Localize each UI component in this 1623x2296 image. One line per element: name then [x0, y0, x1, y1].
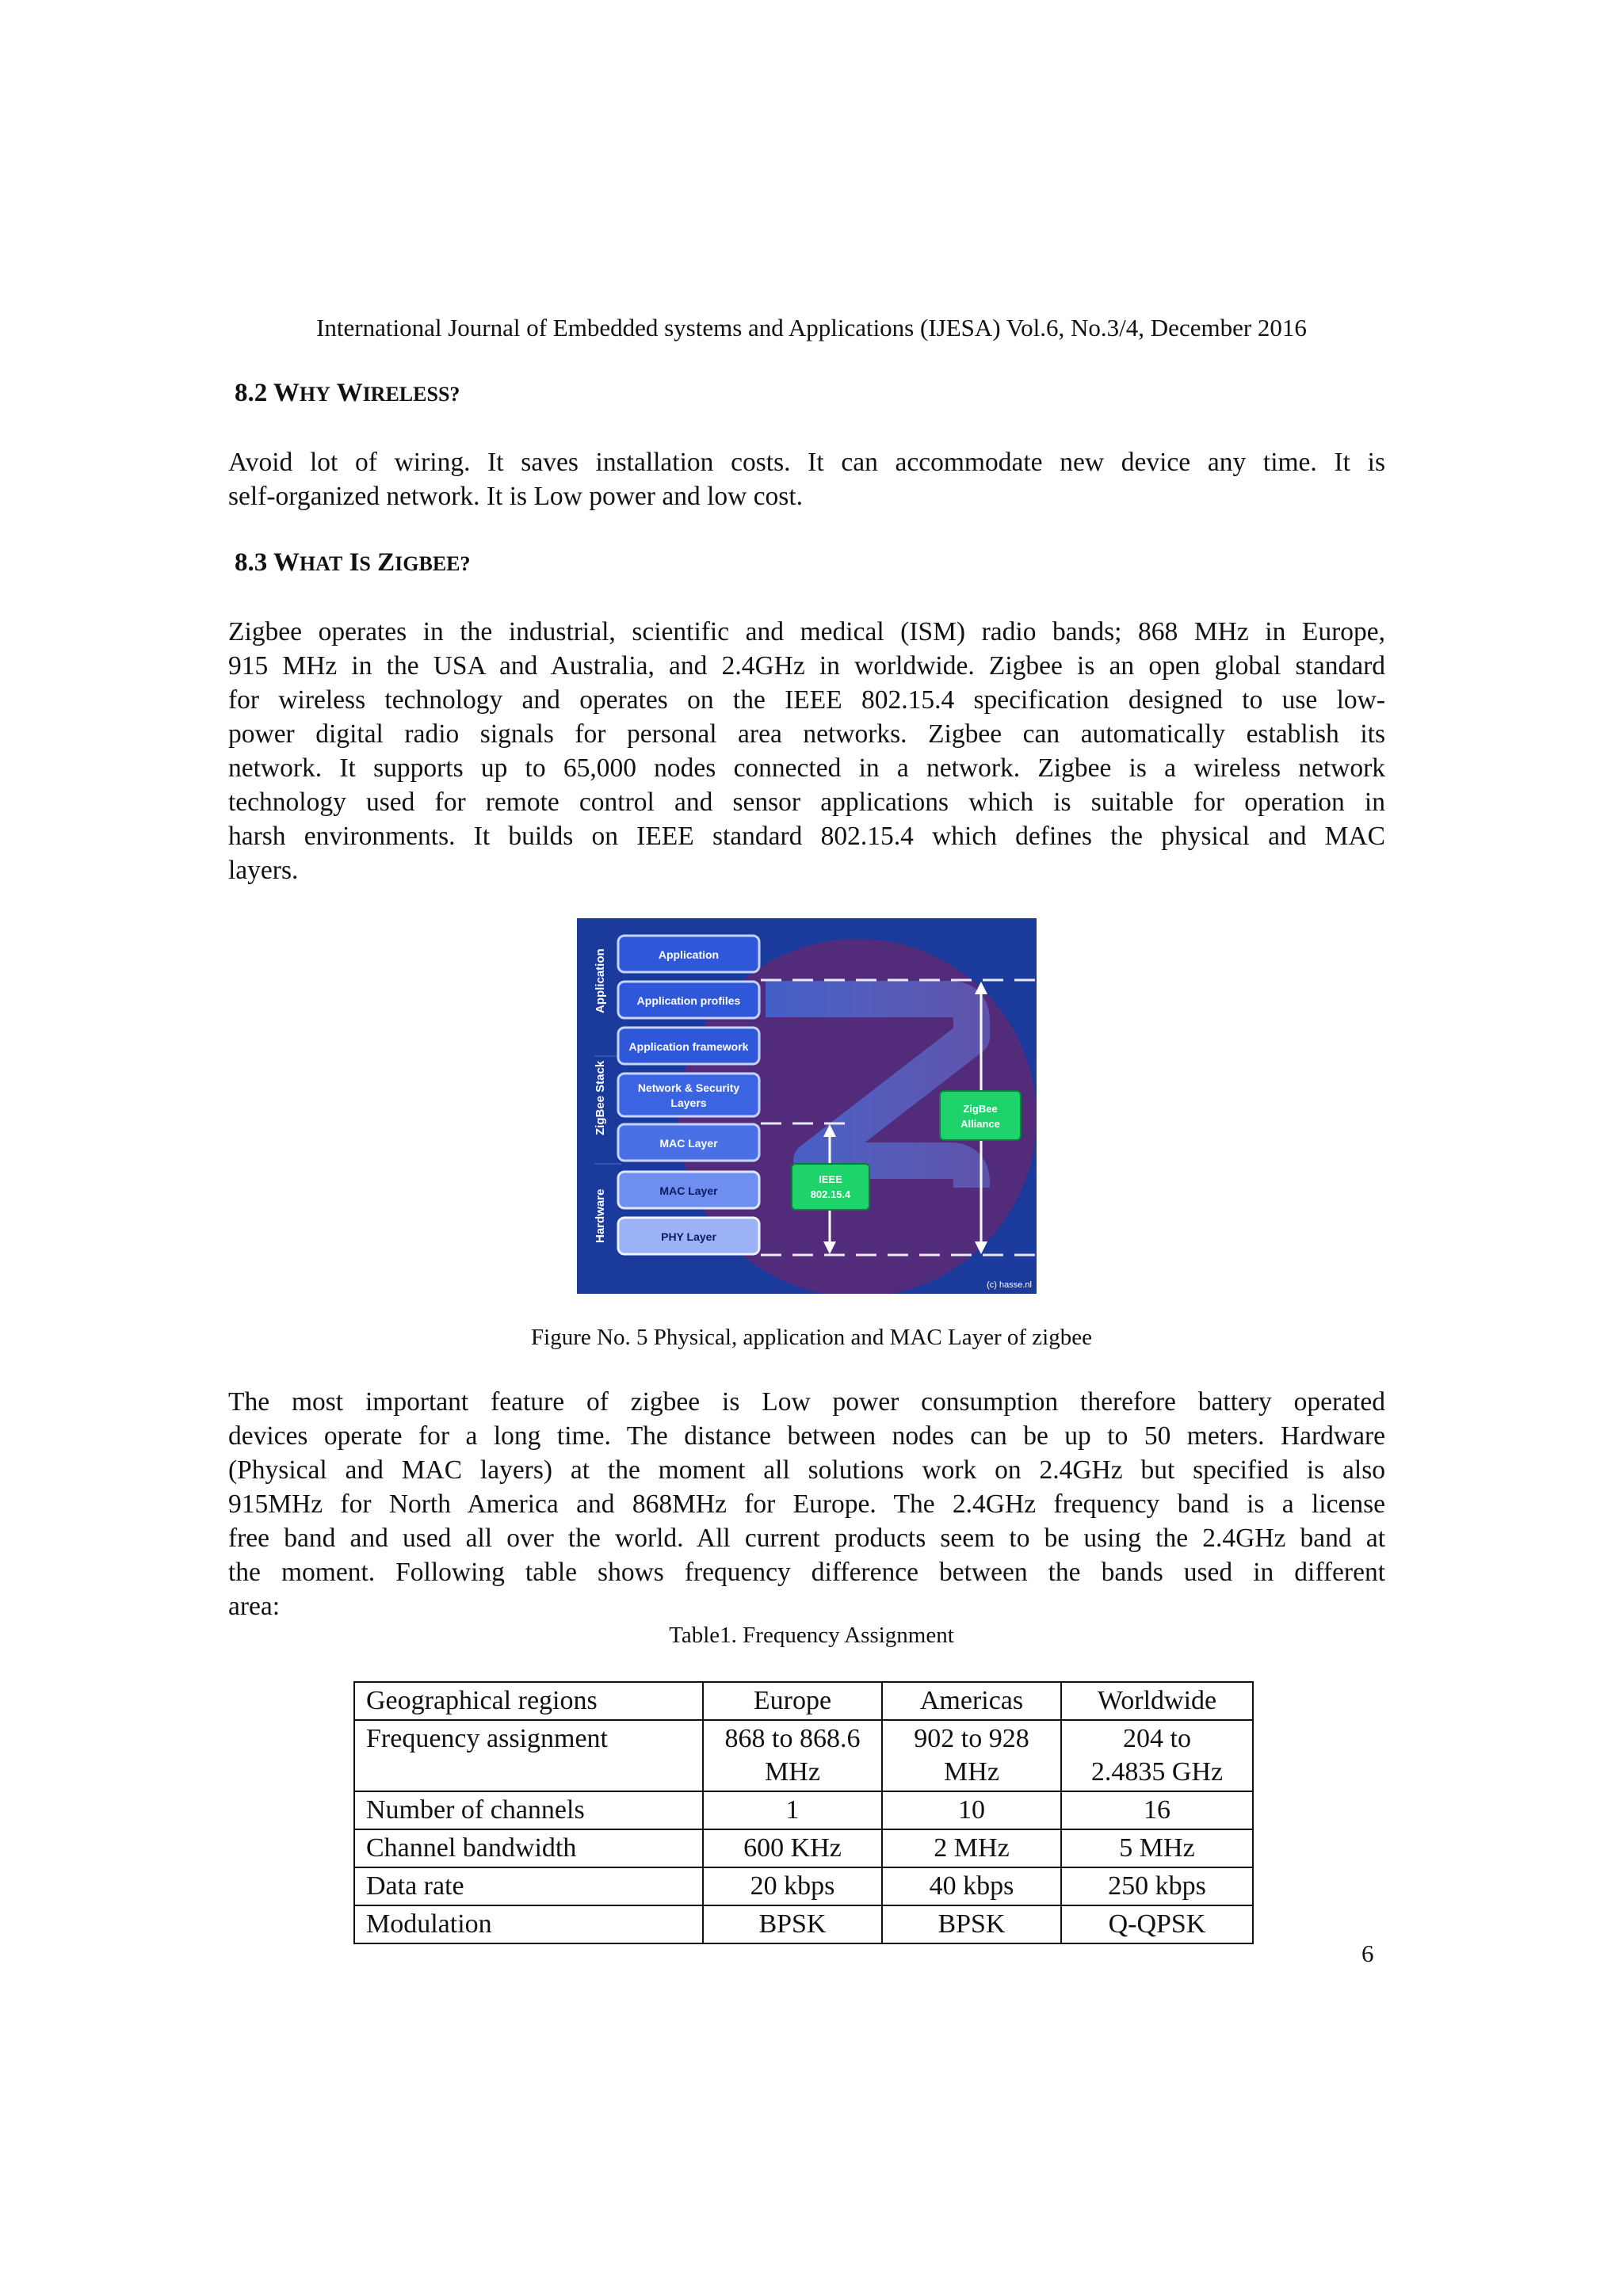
svg-text:Layers: Layers — [670, 1097, 707, 1109]
text-line: Zigbee operates in the industrial, scientific and medical (ISM) radio bands; 868 MHz in Europe, — [228, 617, 1385, 646]
text-line: the moment. Following table shows frequency difference between the bands used in different — [228, 1558, 1385, 1587]
section-title: WHY WIRELESS? — [273, 379, 460, 407]
text-line: area: — [228, 1592, 281, 1621]
svg-text:IEEE: IEEE — [819, 1173, 842, 1185]
paragraph-feature — [228, 1385, 1385, 1623]
stack-box-mac-layer-hw — [618, 1172, 759, 1208]
journal-header: International Journal of Embedded systems and Applications (IJESA) Vol.6, No.3/4, December 2016 — [316, 314, 1307, 341]
figure-credit: (c) hasse.nl — [987, 1280, 1032, 1290]
table-cell: 2 MHz — [882, 1829, 1061, 1867]
zigbee-stack-diagram — [577, 918, 1037, 1294]
svg-text:Network & Security: Network & Security — [637, 1081, 740, 1094]
table-cell: Q-QPSK — [1061, 1905, 1253, 1943]
svg-text:PHY Layer: PHY Layer — [661, 1230, 716, 1243]
table-cell: BPSK — [882, 1905, 1061, 1943]
table-cell: Modulation — [354, 1905, 703, 1943]
svg-text:ZigBee: ZigBee — [963, 1103, 998, 1115]
table-header-cell: Americas — [882, 1682, 1061, 1720]
table-cell: Data rate — [354, 1867, 703, 1905]
stack-box-network-security — [618, 1074, 759, 1116]
stack-box-application-profiles — [618, 982, 759, 1018]
section-title: WHAT IS ZIGBEE? — [273, 548, 471, 577]
text-line: free band and used all over the world. All current products seem to be using the 2.4GHz band at — [228, 1524, 1385, 1553]
table-cell: 20 kbps — [703, 1867, 882, 1905]
svg-text:802.15.4: 802.15.4 — [810, 1188, 851, 1200]
section-number: 8.3 — [235, 548, 273, 577]
svg-text:Application: Application — [658, 948, 720, 961]
svg-text:Application profiles: Application profiles — [636, 994, 741, 1007]
table-cell: Frequency assignment — [354, 1720, 703, 1791]
text-line: harsh environments. It builds on IEEE standard 802.15.4 which defines the physical and MAC — [228, 822, 1385, 851]
table-row — [354, 1905, 1253, 1943]
zigbee-stack-figure — [577, 918, 1037, 1294]
figure-caption: Figure No. 5 Physical, application and MAC Layer of zigbee — [531, 1325, 1092, 1350]
table-cell: 250 kbps — [1061, 1867, 1253, 1905]
stack-box-application-framework — [618, 1028, 759, 1064]
section-heading-why-wireless — [235, 379, 460, 408]
table-cell: 902 to 928 MHz — [882, 1720, 1061, 1791]
section-heading-what-is-zigbee — [235, 548, 471, 578]
table-row — [354, 1720, 1253, 1791]
table-cell: 16 — [1061, 1791, 1253, 1829]
text-line: self-organized network. It is Low power and low cost. — [228, 482, 804, 511]
table-cell: 868 to 868.6 MHz — [703, 1720, 882, 1791]
side-label-stack: ZigBee Stack — [594, 1060, 607, 1135]
table-cell: 40 kbps — [882, 1867, 1061, 1905]
table-caption: Table1. Frequency Assignment — [669, 1623, 954, 1648]
table-header-cell: Worldwide — [1061, 1682, 1253, 1720]
zigbee-alliance-box — [940, 1091, 1021, 1140]
text-line: technology used for remote control and sensor applications which is suitable for operation in — [228, 788, 1385, 817]
ieee-802154-box — [792, 1164, 869, 1210]
table-cell: 1 — [703, 1791, 882, 1829]
text-line: 915MHz for North America and 868MHz for Europe. The 2.4GHz frequency band is a license — [228, 1489, 1385, 1519]
table-cell: BPSK — [703, 1905, 882, 1943]
table-cell: 204 to 2.4835 GHz — [1061, 1720, 1253, 1791]
table-row — [354, 1791, 1253, 1829]
table-cell: 5 MHz — [1061, 1829, 1253, 1867]
svg-text:MAC Layer: MAC Layer — [659, 1184, 718, 1197]
stack-box-mac-layer — [618, 1124, 759, 1161]
svg-text:MAC Layer: MAC Layer — [659, 1137, 718, 1150]
paragraph-why-wireless — [228, 445, 1385, 513]
text-line: devices operate for a long time. The distance between nodes can be up to 50 meters. Hardware — [228, 1421, 1385, 1451]
table-header-row — [354, 1682, 1253, 1720]
paragraph-what-is-zigbee — [228, 615, 1385, 887]
text-line: network. It supports up to 65,000 nodes connected in a network. Zigbee is a wireless network — [228, 753, 1385, 783]
table-header-cell: Europe — [703, 1682, 882, 1720]
text-line: The most important feature of zigbee is Low power consumption therefore battery operated — [228, 1387, 1385, 1417]
svg-text:Alliance: Alliance — [960, 1118, 1000, 1130]
text-line: layers. — [228, 856, 299, 885]
side-label-application: Application — [594, 948, 607, 1013]
table-cell: Number of channels — [354, 1791, 703, 1829]
text-line: 915 MHz in the USA and Australia, and 2.4GHz in worldwide. Zigbee is an open global standard — [228, 651, 1385, 681]
frequency-table — [353, 1681, 1254, 1944]
text-line: (Physical and MAC layers) at the moment all solutions work on 2.4GHz but specified is also — [228, 1455, 1385, 1485]
table-row — [354, 1829, 1253, 1867]
page-number: 6 — [1361, 1939, 1374, 1967]
stack-box-phy-layer — [618, 1218, 759, 1254]
table-header-cell: Geographical regions — [354, 1682, 703, 1720]
side-label-hardware: Hardware — [594, 1188, 607, 1243]
text-line: Avoid lot of wiring. It saves installation costs. It can accommodate new device any time. It is — [228, 448, 1385, 477]
table-cell: 600 KHz — [703, 1829, 882, 1867]
text-line: power digital radio signals for personal area networks. Zigbee can automatically establish its — [228, 719, 1385, 749]
stack-box-application — [618, 936, 759, 972]
text-line: for wireless technology and operates on the IEEE 802.15.4 specification designed to use low- — [228, 685, 1385, 715]
section-number: 8.2 — [235, 379, 273, 407]
table-cell: Channel bandwidth — [354, 1829, 703, 1867]
svg-text:Application framework: Application framework — [628, 1040, 749, 1053]
table-row — [354, 1867, 1253, 1905]
table-cell: 10 — [882, 1791, 1061, 1829]
